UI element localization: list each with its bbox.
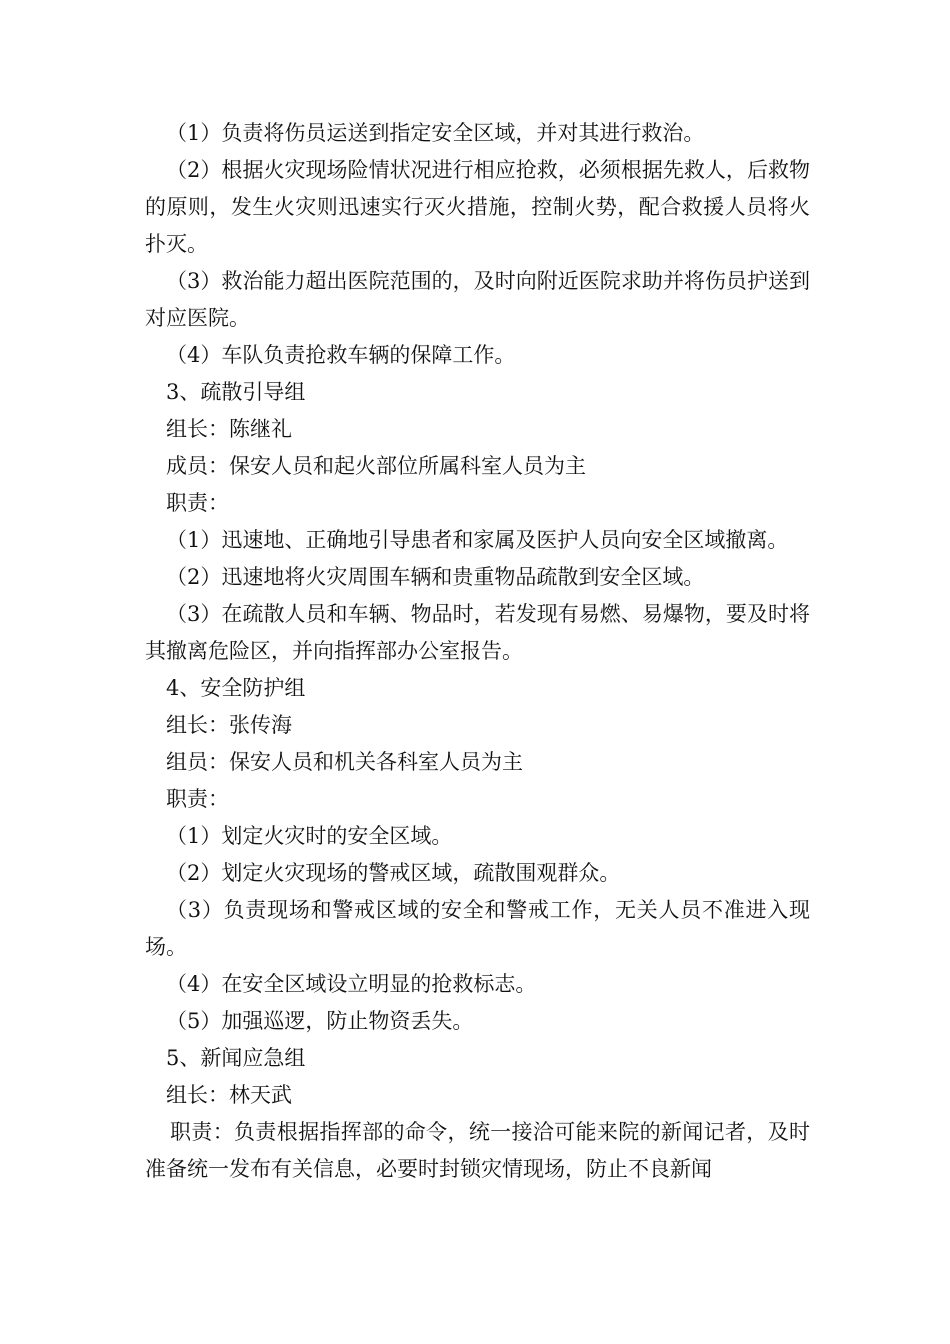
security-duty-3: （3）负责现场和警戒区域的安全和警戒工作，无关人员不准进入现场。 [145,898,810,959]
security-leader: 组长：张传海 [166,713,292,737]
evacuation-leader: 组长：陈继礼 [166,417,292,441]
evacuation-duty-2: （2）迅速地将火灾周围车辆和贵重物品疏散到安全区域。 [166,565,705,589]
section-heading-evacuation: 3、疏散引导组 [166,380,306,404]
evacuation-duty-1: （1）迅速地、正确地引导患者和家属及医护人员向安全区域撤离。 [166,528,789,552]
security-members: 组员：保安人员和机关各科室人员为主 [166,750,523,774]
paragraph-duty-4: （4）车队负责抢救车辆的保障工作。 [166,343,516,367]
evacuation-duty-3: （3）在疏散人员和车辆、物品时，若发现有易燃、易爆物，要及时将其撤离危险区，并向指挥部办公室报告。 [145,602,810,663]
section-heading-security: 4、安全防护组 [166,676,306,700]
security-duty-4: （4）在安全区域设立明显的抢救标志。 [166,972,537,996]
news-leader: 组长：林天武 [166,1083,292,1107]
security-duties-label: 职责： [166,787,229,811]
document-body [145,115,810,1188]
security-duty-1: （1）划定火灾时的安全区域。 [166,824,453,848]
paragraph-duty-3: （3）救治能力超出医院范围的，及时向附近医院求助并将伤员护送到对应医院。 [145,269,810,330]
evacuation-members: 成员：保安人员和起火部位所属科室人员为主 [166,454,586,478]
paragraph-duty-2: （2）根据火灾现场险情状况进行相应抢救，必须根据先救人，后救物的原则，发生火灾则迅速实行灭火措施，控制火势，配合救援人员将火扑灭。 [145,158,810,256]
paragraph-duty-1: （1）负责将伤员运送到指定安全区域，并对其进行救治。 [166,121,705,145]
evacuation-duties-label: 职责： [166,491,229,515]
section-heading-news: 5、新闻应急组 [166,1046,306,1070]
news-duties: 职责：负责根据指挥部的命令，统一接洽可能来院的新闻记者，及时准备统一发布有关信息，必要时封锁灾情现场，防止不良新闻 [145,1120,810,1181]
security-duty-2: （2）划定火灾现场的警戒区域，疏散围观群众。 [166,861,621,885]
security-duty-5: （5）加强巡逻，防止物资丢失。 [166,1009,474,1033]
